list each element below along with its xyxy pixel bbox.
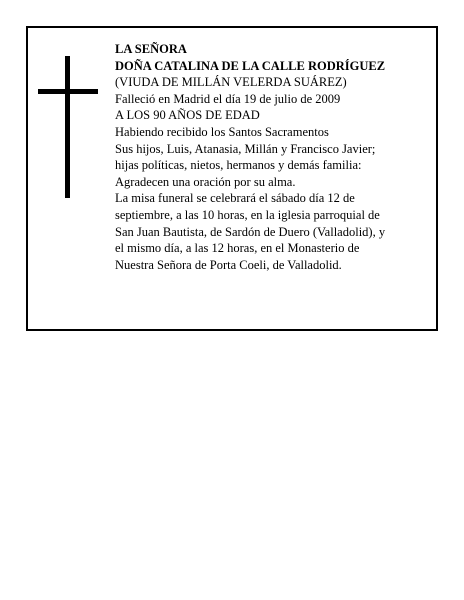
sacraments-statement: Habiendo recibido los Santos Sacramentos xyxy=(115,124,329,139)
latin-cross-icon xyxy=(38,56,98,198)
death-statement: Falleció en Madrid el día 19 de julio de 2009 xyxy=(115,91,341,106)
cross-vertical-bar xyxy=(65,56,70,198)
notice-title: LA SEÑORA xyxy=(115,42,187,56)
deceased-name: DOÑA CATALINA DE LA CALLE RODRÍGUEZ xyxy=(115,58,386,73)
age-statement: A LOS 90 AÑOS DE EDAD xyxy=(115,108,260,123)
funeral-line-2: septiembre, a las 10 horas, en la iglesia parroquial de xyxy=(115,207,380,222)
funeral-line-4: el mismo día, a las 12 horas, en el Monasterio de xyxy=(115,241,360,256)
family-line-1: Sus hijos, Luis, Atanasia, Millán y Francisco Javier; xyxy=(115,141,376,156)
notice-text xyxy=(115,41,433,273)
funeral-line-3: San Juan Bautista, de Sardón de Duero (Valladolid), y xyxy=(115,224,386,239)
widow-of: (VIUDA DE MILLÁN VELERDA SUÁREZ) xyxy=(115,75,347,90)
cross-horizontal-bar xyxy=(38,89,98,94)
funeral-line-1: La misa funeral se celebrará el sábado día 12 de xyxy=(115,191,355,206)
thanks-statement: Agradecen una oración por su alma. xyxy=(115,174,296,189)
family-line-2: hijas políticas, nietos, hermanos y demás familia: xyxy=(115,158,362,173)
funeral-line-5: Nuestra Señora de Porta Coeli, de Valladolid. xyxy=(115,257,342,272)
obituary-notice xyxy=(26,26,438,331)
